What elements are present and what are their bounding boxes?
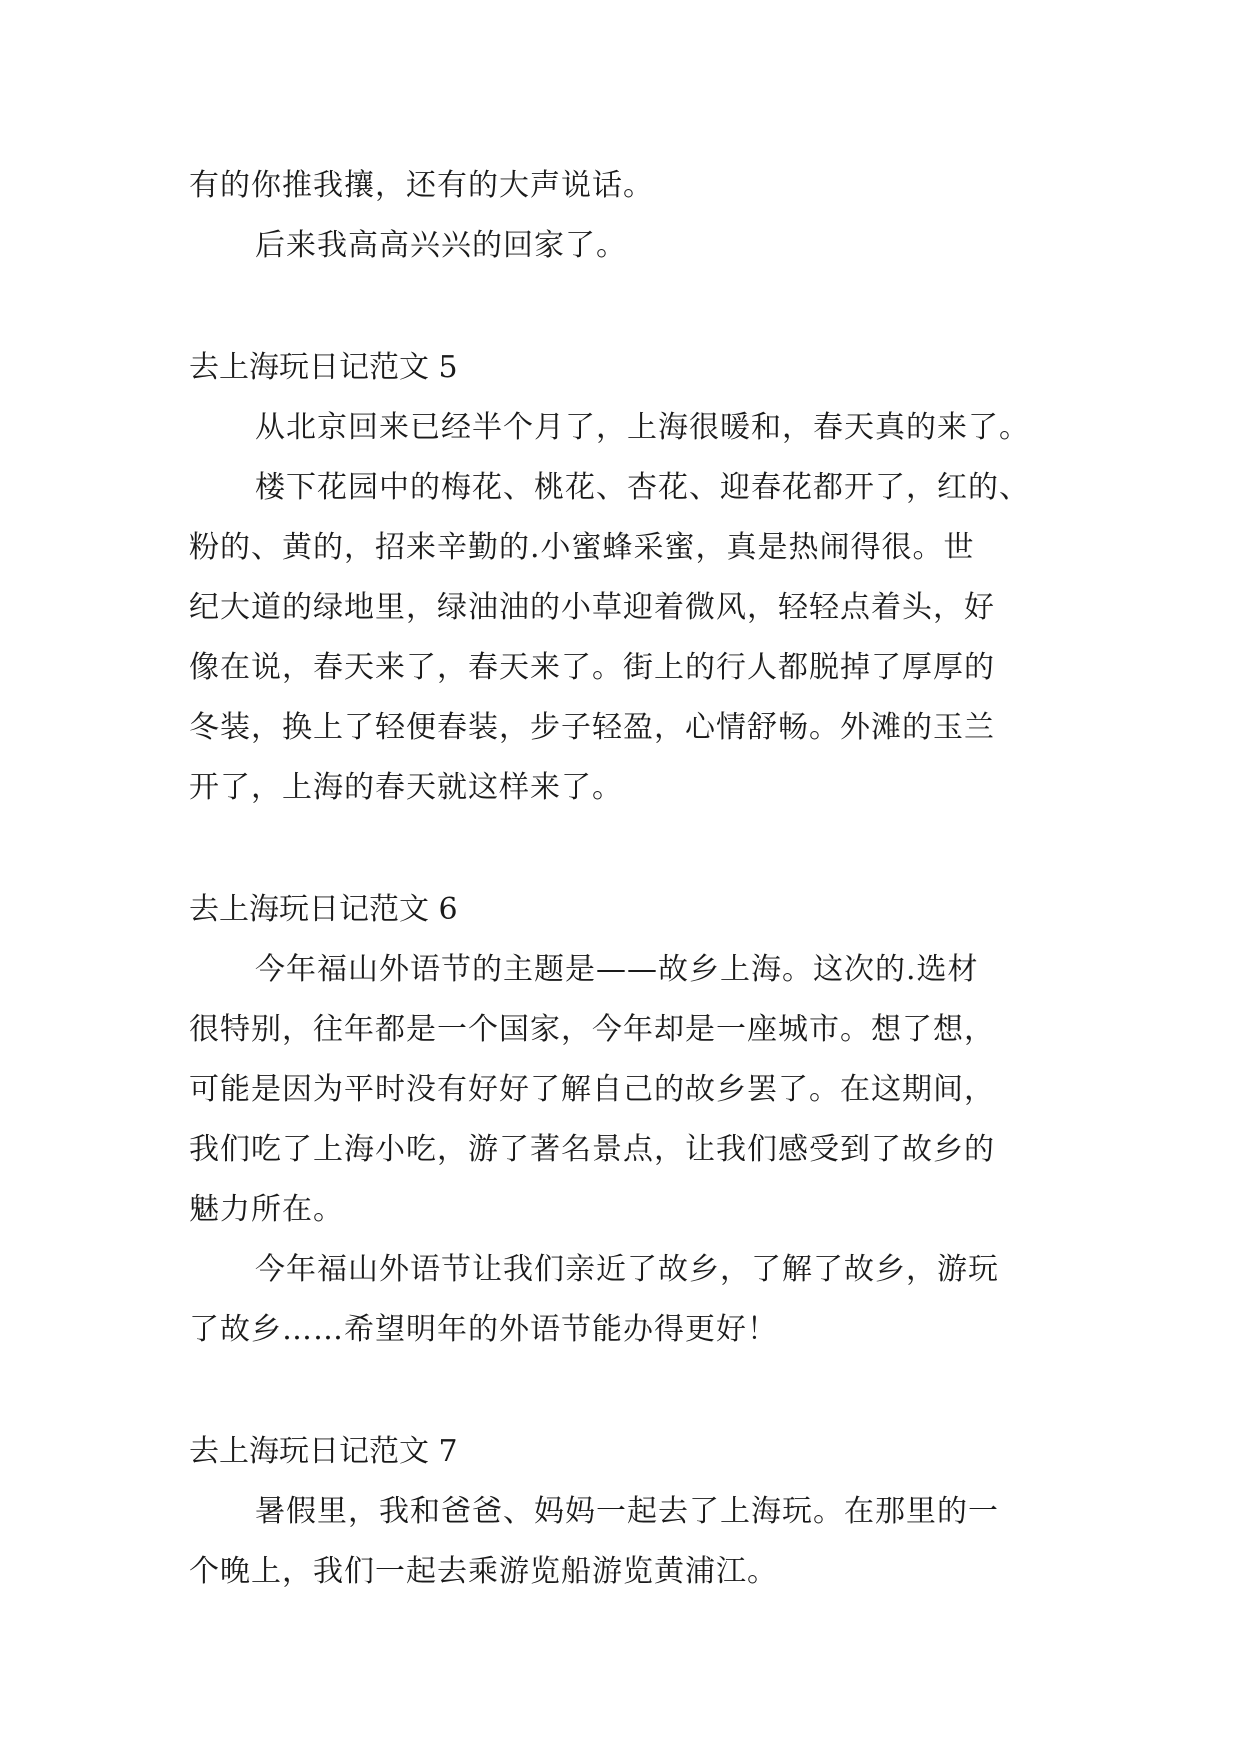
document-page <box>189 156 1069 1602</box>
paragraph-line: 从北京回来已经半个月了，上海很暖和，春天真的来了。 <box>255 410 1030 445</box>
section-heading: 去上海玩日记范文 7 <box>189 1434 458 1469</box>
paragraph-line: 今年福山外语节让我们亲近了故乡，了解了故乡，游玩 <box>255 1252 999 1287</box>
paragraph-line: 纪大道的绿地里，绿油油的小草迎着微风，轻轻点着头，好 <box>189 590 995 625</box>
paragraph-line: 有的你推我攘，还有的大声说话。 <box>189 168 654 203</box>
paragraph-line: 很特别，往年都是一个国家，今年却是一座城市。想了想， <box>189 1012 995 1047</box>
paragraph-line: 楼下花园中的梅花、桃花、杏花、迎春花都开了，红的、 <box>255 470 1030 505</box>
paragraph-line: 了故乡……希望明年的外语节能办得更好！ <box>189 1312 778 1347</box>
section-heading: 去上海玩日记范文 6 <box>189 892 458 927</box>
paragraph-line: 冬装，换上了轻便春装，步子轻盈，心情舒畅。外滩的玉兰 <box>189 710 995 745</box>
paragraph-line: 暑假里，我和爸爸、妈妈一起去了上海玩。在那里的一 <box>255 1494 999 1529</box>
paragraph-line: 可能是因为平时没有好好了解自己的故乡罢了。在这期间， <box>189 1072 995 1107</box>
paragraph-line: 开了，上海的春天就这样来了。 <box>189 770 623 805</box>
paragraph-line: 我们吃了上海小吃，游了著名景点，让我们感受到了故乡的 <box>189 1132 995 1167</box>
paragraph-line: 魅力所在。 <box>189 1192 344 1227</box>
paragraph-line: 个晚上，我们一起去乘游览船游览黄浦江。 <box>189 1554 778 1589</box>
paragraph-line: 像在说，春天来了，春天来了。街上的行人都脱掉了厚厚的 <box>189 650 995 685</box>
section-heading: 去上海玩日记范文 5 <box>189 350 458 385</box>
paragraph-line: 今年福山外语节的主题是——故乡上海。这次的.选材 <box>255 952 979 987</box>
paragraph-line: 粉的、黄的，招来辛勤的.小蜜蜂采蜜，真是热闹得很。世 <box>189 530 975 565</box>
paragraph-line: 后来我高高兴兴的回家了。 <box>255 228 627 263</box>
